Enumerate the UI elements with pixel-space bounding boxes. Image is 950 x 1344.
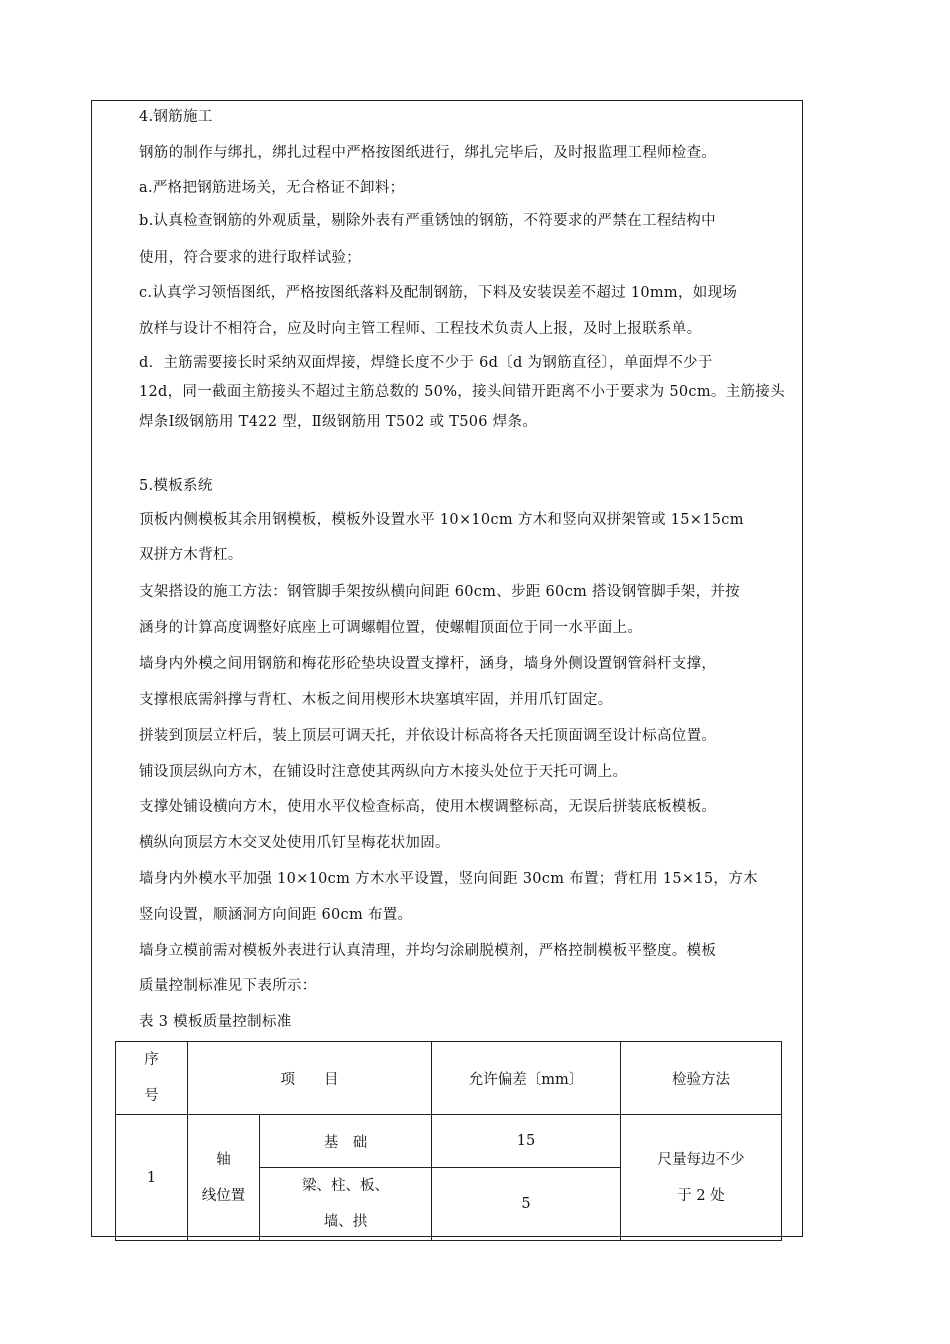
header-item: 项 目 bbox=[188, 1042, 432, 1115]
table-caption: 表 3 模板质量控制标准 bbox=[139, 1014, 292, 1030]
paragraph-line: 墙身内外模水平加强 10×10cm 方木水平设置，竖向间距 30cm 布置；背杠用 15×15，方木 bbox=[139, 871, 758, 887]
paragraph-line: 涵身的计算高度调整好底座上可调螺帽位置，使螺帽顶面位于同一水平面上。 bbox=[139, 620, 643, 636]
table-row bbox=[116, 1115, 782, 1168]
paragraph-line: 横纵向顶层方木交叉处使用爪钉呈梅花状加固。 bbox=[139, 835, 450, 851]
row-method: 尺量每边不少 于 2 处 bbox=[621, 1115, 782, 1241]
paragraph-line: d．主筋需要接长时采纳双面焊接，焊缝长度不少于 6d〔d 为钢筋直径〕，单面焊不少于 bbox=[139, 355, 713, 371]
paragraph-line: 支架搭设的施工方法：钢管脚手架按纵横向间距 60cm、步距 60cm 搭设钢管脚手架，并按 bbox=[139, 584, 740, 600]
paragraph-line: 铺设顶层纵向方木，在铺设时注意使其两纵向方木接头处位于天托可调上。 bbox=[139, 764, 628, 780]
header-tolerance: 允许偏差〔mm〕 bbox=[432, 1042, 621, 1115]
paragraph-line: 焊条Ⅰ级钢筋用 T422 型，Ⅱ级钢筋用 T502 或 T506 焊条。 bbox=[139, 414, 538, 430]
header-seq: 序 号 bbox=[116, 1042, 188, 1115]
section-4-title: 4.钢筋施工 bbox=[139, 109, 213, 125]
paragraph-line: 双拼方木背杠。 bbox=[139, 547, 243, 563]
paragraph-line: b.认真检查钢筋的外观质量，剔除外表有严重锈蚀的钢筋，不符要求的严禁在工程结构中 bbox=[139, 213, 716, 229]
paragraph-line: 使用，符合要求的进行取样试验； bbox=[139, 250, 361, 266]
row-tolerance: 5 bbox=[432, 1168, 621, 1241]
row-tolerance: 15 bbox=[432, 1115, 621, 1168]
header-method: 检验方法 bbox=[621, 1042, 782, 1115]
quality-control-table bbox=[115, 1041, 782, 1241]
paragraph-line: 质量控制标准见下表所示： bbox=[139, 978, 317, 994]
paragraph-line: 钢筋的制作与绑扎，绑扎过程中严格按图纸进行，绑扎完毕后，及时报监理工程师检查。 bbox=[139, 145, 717, 161]
row-sub-item: 基 础 bbox=[260, 1115, 432, 1168]
paragraph-line: 墙身内外模之间用钢筋和梅花形砼垫块设置支撑杆，涵身，墙身外侧设置钢管斜杆支撑， bbox=[139, 656, 717, 672]
paragraph-line: 竖向设置，顺涵洞方向间距 60cm 布置。 bbox=[139, 907, 413, 923]
paragraph-line: a.严格把钢筋进场关，无合格证不卸料； bbox=[139, 180, 405, 196]
paragraph-line: 支撑根底需斜撑与背杠、木板之间用楔形木块塞填牢固，并用爪钉固定。 bbox=[139, 692, 613, 708]
paragraph-line: c.认真学习领悟图纸，严格按图纸落料及配制钢筋，下料及安装误差不超过 10mm，如现场 bbox=[139, 285, 738, 301]
paragraph-line: 12d，同一截面主筋接头不超过主筋总数的 50%，接头间错开距离不小于要求为 50cm。主筋接头 bbox=[139, 384, 785, 400]
row-group: 轴 线位置 bbox=[188, 1115, 260, 1241]
row-seq: 1 bbox=[116, 1115, 188, 1241]
paragraph-line: 支撑处铺设横向方木，使用水平仪检查标高，使用木楔调整标高，无误后拼装底板模板。 bbox=[139, 799, 717, 815]
section-5-title: 5.模板系统 bbox=[139, 478, 213, 494]
paragraph-line: 墙身立模前需对模板外表进行认真清理，并均匀涂刷脱模剂，严格控制模板平整度。模板 bbox=[139, 943, 717, 959]
paragraph-line: 顶板内侧模板其余用钢模板，模板外设置水平 10×10cm 方木和竖向双拼架管或 15×15cm bbox=[139, 512, 744, 528]
row-sub-item: 梁、柱、板、 墙、拱 bbox=[260, 1168, 432, 1241]
document-frame bbox=[91, 100, 803, 1237]
paragraph-line: 放样与设计不相符合，应及时向主管工程师、工程技术负责人上报，及时上报联系单。 bbox=[139, 321, 702, 337]
paragraph-line: 拼装到顶层立杆后，装上顶层可调天托，并依设计标高将各天托顶面调至设计标高位置。 bbox=[139, 728, 717, 744]
table-header-row bbox=[116, 1042, 782, 1115]
